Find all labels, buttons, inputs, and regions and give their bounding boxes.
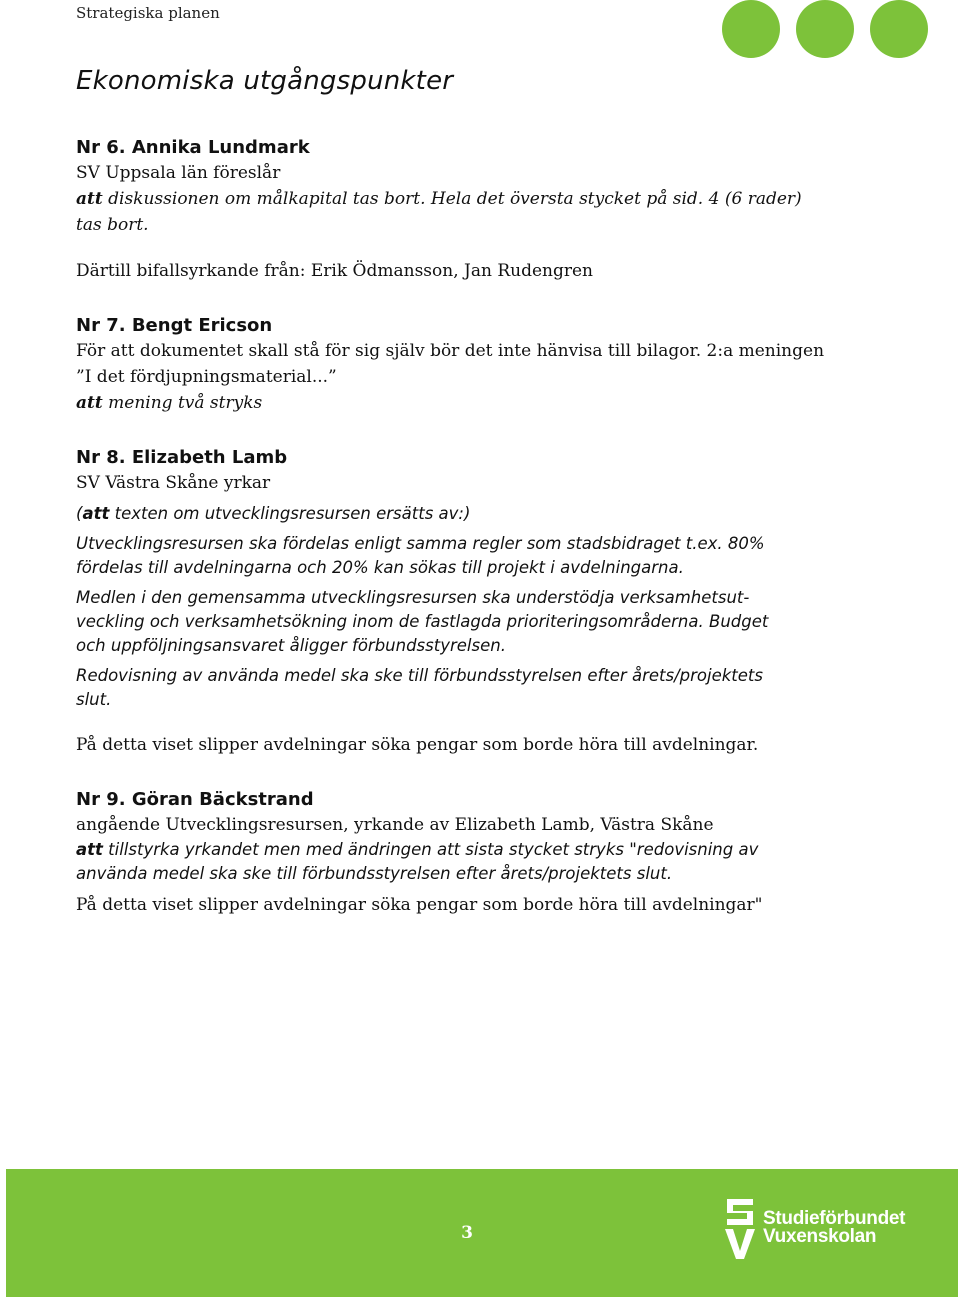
proposal-paragraph: Redovisning av använda medel ska ske till förbundsstyrelsen efter årets/projektets [76, 666, 763, 685]
section-line: SV Västra Skåne yrkar [76, 473, 271, 493]
green-circle-icon [796, 0, 854, 58]
motion-text [76, 390, 866, 416]
section-line: SV Uppsala län föreslår [76, 163, 281, 183]
proposal-paragraph: och uppföljningsansvaret åligger förbundsstyrelsen. [76, 636, 506, 655]
motion-text [76, 186, 866, 212]
section-heading: Nr 6. Annika Lundmark [76, 137, 310, 158]
proposal-paragraph: Utvecklingsresursen ska fördelas enligt samma regler som stadsbidraget t.ex. 80% [76, 534, 765, 553]
document-body [76, 136, 866, 918]
section-line: ”I det fördjupningsmaterial...” [76, 367, 337, 387]
motion-text-cont: använda medel ska ske till förbundsstyrelsen efter årets/projektets slut. [76, 864, 673, 883]
att-keyword: att [82, 504, 110, 523]
motion-rest: texten om utvecklingsresursen ersätts av:) [109, 504, 471, 523]
section-line: För att dokumentet skall stå för sig själv bör det inte hänvisa till bilagor. 2:a meningen [76, 341, 825, 361]
section-line: angående Utvecklingsresursen, yrkande av Elizabeth Lamb, Västra Skåne [76, 815, 714, 835]
sv-logo [723, 1195, 905, 1261]
motion-rest: tillstyrka yrkandet men med ändringen att sista stycket stryks "redovisning av [102, 840, 759, 859]
section-heading: Nr 9. Göran Bäckstrand [76, 789, 314, 810]
proposal-paragraph: fördelas till avdelningarna och 20% kan sökas till projekt i avdelningarna. [76, 558, 684, 577]
section-nr9 [76, 788, 866, 918]
closing-line: På detta viset slipper avdelningar söka pengar som borde höra till avdelningar. [76, 735, 759, 755]
motion-text [76, 838, 866, 862]
support-line: Därtill bifallsyrkande från: Erik Ödmansson, Jan Rudengren [76, 261, 593, 281]
att-keyword: att [76, 189, 103, 209]
section-heading: Nr 8. Elizabeth Lamb [76, 447, 288, 468]
green-circle-icon [870, 0, 928, 58]
section-nr7 [76, 314, 866, 416]
proposal-paragraph: slut. [76, 690, 112, 709]
logo-line: Vuxenskolan [763, 1226, 877, 1247]
page-number: 3 [461, 1223, 473, 1243]
running-header: Strategiska planen [76, 4, 220, 22]
motion-text: (att texten om utvecklingsresursen ersätts av:) [76, 504, 471, 523]
sv-logo-icon [723, 1195, 757, 1261]
logo-text [763, 1210, 905, 1246]
proposal-paragraph: veckling och verksamhetsökning inom de fastlagda prioriteringsområderna. Budget [76, 612, 769, 631]
header-decoration [722, 0, 928, 58]
motion-rest: diskussionen om målkapital tas bort. Hela det översta stycket på sid. 4 (6 rader) [102, 189, 802, 209]
motion-rest: mening två stryks [102, 393, 263, 413]
page-title: Ekonomiska utgångspunkter [76, 66, 454, 96]
logo-line: Studieförbundet [763, 1208, 906, 1229]
att-keyword: att [76, 393, 103, 413]
section-nr6 [76, 136, 866, 284]
motion-text-cont: tas bort. [76, 215, 149, 235]
closing-line: På detta viset slipper avdelningar söka pengar som borde höra till avdelningar" [76, 895, 763, 915]
proposal-paragraph: Medlen i den gemensamma utvecklingsresursen ska understödja verksamhetsut- [76, 588, 750, 607]
att-keyword: att [76, 840, 103, 859]
footer-bar [6, 1169, 958, 1297]
section-heading: Nr 7. Bengt Ericson [76, 315, 273, 336]
section-nr8 [76, 446, 866, 758]
green-circle-icon [722, 0, 780, 58]
